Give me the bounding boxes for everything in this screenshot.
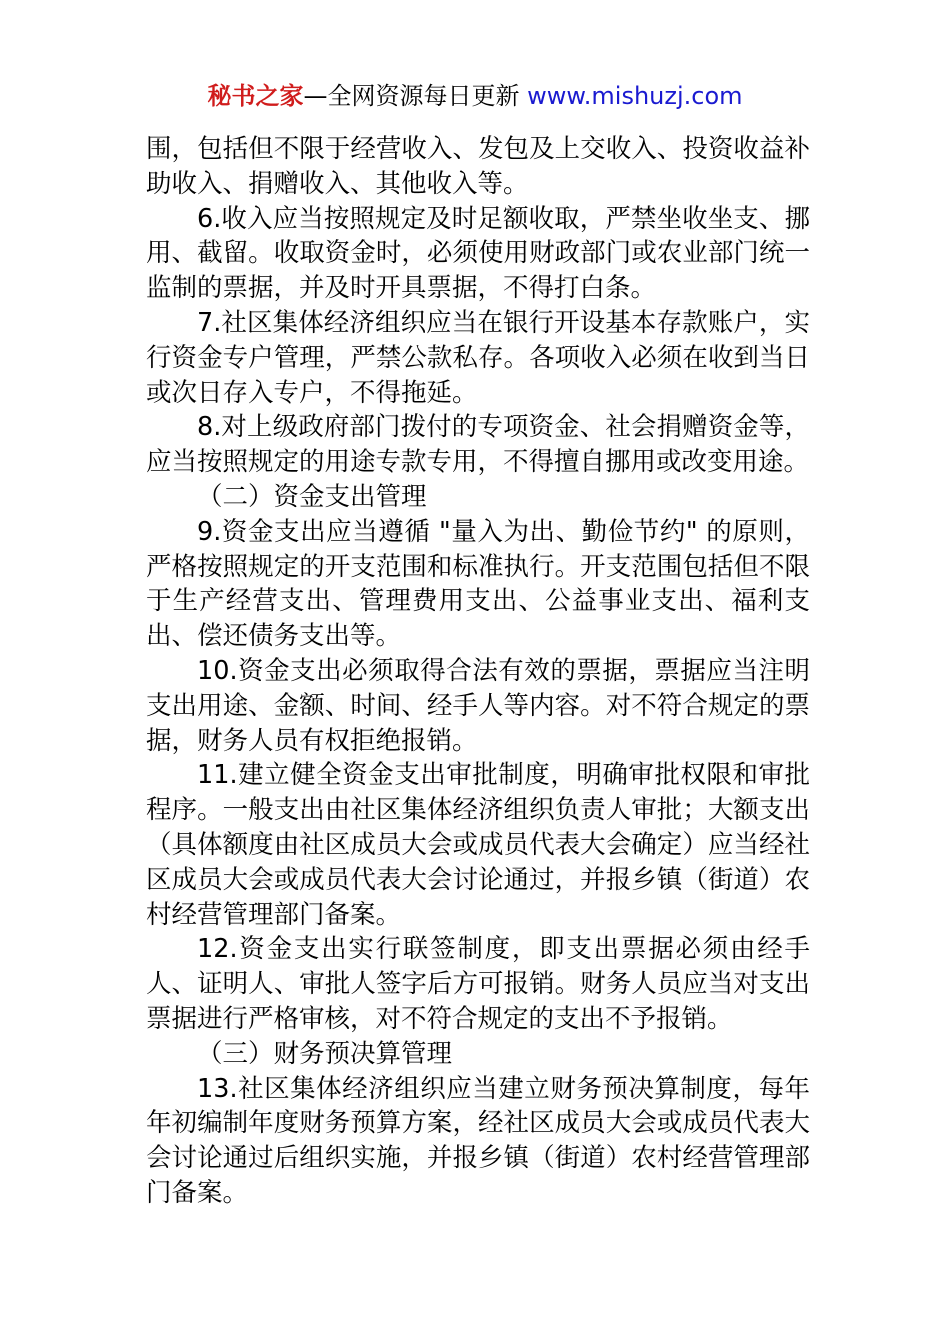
paragraph-item-10: 10.资金支出必须取得合法有效的票据，票据应当注明支出用途、金额、时间、经手人等内容。对不符合规定的票据，财务人员有权拒绝报销。 [146,655,810,756]
paragraph-item-11: 11.建立健全资金支出审批制度，明确审批权限和审批程序。一般支出由社区集体经济组织负责人审批；大额支出（具体额度由社区成员大会或成员代表大会确定）应当经社区成员大会或成员代表大会讨论通过，并报乡镇（街道）农村经营管理部门备案。 [146,760,810,930]
paragraph-continuation: 围，包括但不限于经营收入、发包及上交收入、投资收益补助收入、捐赠收入、其他收入等。 [146,134,810,199]
site-tagline: —全网资源每日更新 [303,82,520,110]
paragraph-item-12: 12.资金支出实行联签制度，即支出票据必须由经手人、证明人、审批人签字后方可报销。财务人员应当对支出票据进行严格审核，对不符合规定的支出不予报销。 [146,934,810,1034]
paragraph-item-6: 6.收入应当按照规定及时足额收取，严禁坐收坐支、挪用、截留。收取资金时，必须使用财政部门或农业部门统一监制的票据，并及时开具票据，不得打白条。 [146,203,810,304]
document-body [146,132,810,1211]
paragraph-item-7: 7.社区集体经济组织应当在银行开设基本存款账户，实行资金专户管理，严禁公款私存。各项收入必须在收到当日或次日存入专户，不得拖延。 [146,307,810,408]
section-heading-budget: （三）财务预决算管理 [197,1038,453,1069]
paragraph-item-8: 8.对上级政府部门拨付的专项资金、社会捐赠资金等，应当按照规定的用途专款专用，不得擅自挪用或改变用途。 [146,412,810,478]
site-header [0,80,950,112]
paragraph-item-9: 9.资金支出应当遵循 "量入为出、勤俭节约" 的原则，严格按照规定的开支范围和标准执行。开支范围包括但不限于生产经营支出、管理费用支出、公益事业支出、福利支出、偿还债务支出等。 [146,516,810,652]
site-brand: 秘书之家 [207,82,304,110]
section-heading-expenditure: （二）资金支出管理 [197,481,427,512]
site-url-link[interactable]: www.mishuzj.com [527,82,743,110]
paragraph-item-13: 13.社区集体经济组织应当建立财务预决算制度，每年年初编制年度财务预算方案，经社区成员大会或成员代表大会讨论通过后组织实施，并报乡镇（街道）农村经营管理部门备案。 [146,1073,810,1208]
